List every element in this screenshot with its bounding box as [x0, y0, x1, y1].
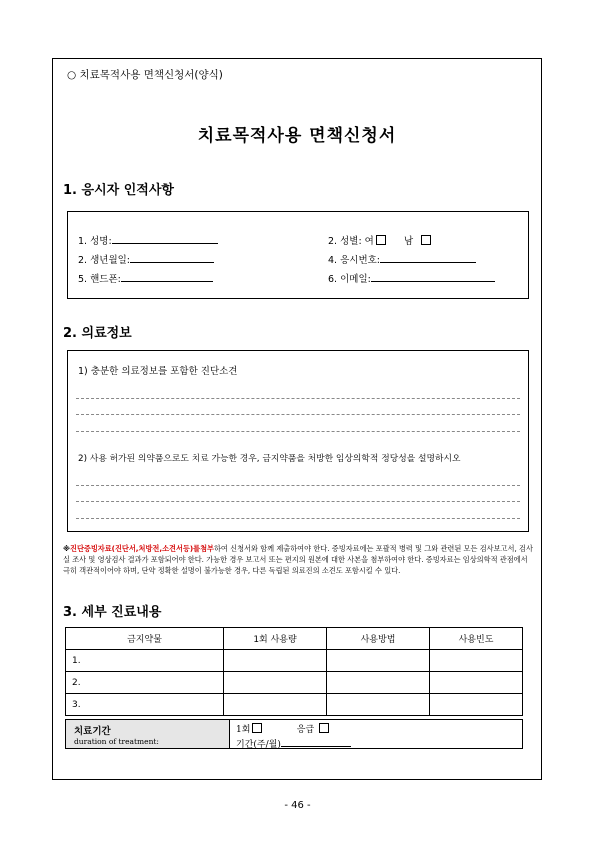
question-2: 2) 사용 허가된 의약품으로도 치료 가능한 경우, 금지약품을 처방한 임상의학적 정당성을 설명하시오	[78, 454, 461, 464]
table-row[interactable]	[66, 672, 523, 694]
exam-no-field[interactable]: 4. 응시번호:	[328, 252, 476, 266]
header-dose: 1회 사용량	[224, 628, 327, 650]
header-method: 사용방법	[327, 628, 430, 650]
treatment-table	[65, 627, 523, 716]
header-frequency: 사용빈도	[430, 628, 523, 650]
treatment-period-box	[65, 719, 523, 749]
page-number: - 46 -	[284, 800, 311, 811]
cell-dose[interactable]	[224, 672, 327, 694]
cell-frequency[interactable]	[430, 650, 523, 672]
cell-method[interactable]	[327, 694, 430, 716]
answer-line[interactable]	[76, 398, 520, 399]
cell-drug[interactable]: 1.	[66, 650, 224, 672]
answer-line[interactable]	[76, 501, 520, 502]
cell-method[interactable]	[327, 650, 430, 672]
period-label: 치료기간	[74, 726, 111, 737]
personal-info-box	[67, 211, 529, 299]
answer-line[interactable]	[76, 431, 520, 432]
answer-line[interactable]	[76, 485, 520, 486]
table-header-row	[66, 628, 523, 650]
cell-drug[interactable]: 3.	[66, 694, 224, 716]
cell-frequency[interactable]	[430, 694, 523, 716]
header-drug: 금지약물	[66, 628, 224, 650]
gender-field: 2. 성별: 여 남	[328, 233, 431, 247]
answer-line[interactable]	[76, 518, 520, 519]
email-field[interactable]: 6. 이메일:	[328, 271, 495, 285]
question-1: 1) 충분한 의료정보를 포함한 진단소견	[78, 366, 238, 377]
section1-title: 1. 응시자 인적사항	[63, 183, 174, 198]
cell-dose[interactable]	[224, 650, 327, 672]
cell-method[interactable]	[327, 672, 430, 694]
phone-field[interactable]: 5. 핸드폰:	[78, 271, 213, 285]
emergency-checkbox[interactable]	[319, 723, 329, 733]
section2-title: 2. 의료정보	[63, 326, 132, 341]
once-checkbox[interactable]	[252, 723, 262, 733]
medical-info-box	[67, 350, 529, 532]
evidence-note: ※진단증빙자료(진단서,처방전,소견서등)를첨부하여 신청서와 함께 제출하여야 한다. 증빙자료에는 포괄적 병력 및 그와 관련된 모든 검사보고서, 검사실 조사 및 영상검사 결과가 포함되어야 한다. 가능한 경우 보고서 또는 편지의 원본에 대한 사본을 첨부하여야 한다. 증빙자료는 임상의학적 관점에서 극히 객관적이어야 하며, 단약 정확한 설명이 불가능한 경우, 다른 독립된 의료진의 소견도 포함시킬 수 있다.	[63, 544, 533, 575]
duration-field[interactable]	[281, 736, 351, 747]
birth-field[interactable]: 2. 생년월일:	[78, 252, 214, 266]
form-frame	[52, 58, 542, 780]
answer-line[interactable]	[76, 414, 520, 415]
name-field[interactable]: 1. 성명:	[78, 233, 218, 247]
cell-dose[interactable]	[224, 694, 327, 716]
page-title: 치료목적사용 면책신청서	[197, 126, 397, 146]
section3-title: 3. 세부 진료내용	[63, 605, 162, 620]
table-row[interactable]	[66, 694, 523, 716]
period-label-en: duration of treatment:	[74, 737, 159, 746]
female-checkbox[interactable]	[376, 235, 386, 245]
cell-frequency[interactable]	[430, 672, 523, 694]
male-checkbox[interactable]	[421, 235, 431, 245]
period-label-cell	[66, 720, 230, 748]
form-label: ○ 치료목적사용 면책신청서(양식)	[67, 69, 223, 81]
cell-drug[interactable]: 2.	[66, 672, 224, 694]
period-values: 1회 응급 기간(주/월)	[236, 722, 351, 750]
table-row[interactable]	[66, 650, 523, 672]
